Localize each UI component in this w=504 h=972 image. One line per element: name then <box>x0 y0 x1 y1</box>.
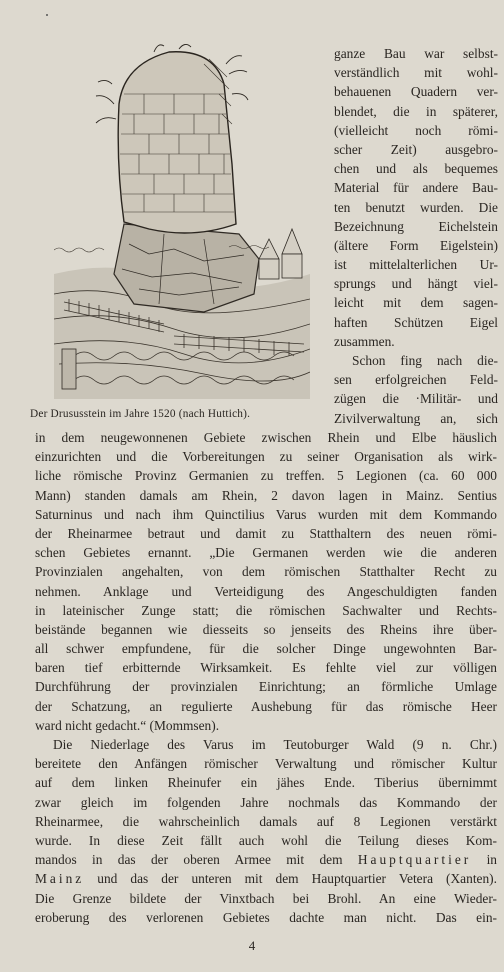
text-run: mandos in das der oberen Armee mit dem <box>35 852 358 868</box>
text-line-spaced <box>35 850 497 869</box>
text-line: schen Gebietes ernannt. „Die Germanen werden wie die anderen <box>35 545 497 561</box>
text-line: der Schatzung, an regulierte Aushebung für das römische Heer <box>35 698 497 714</box>
spaced-word: Mainz <box>35 871 85 887</box>
text-line: bereitete den Anfängen römischer Verwaltung und römischer Kultur <box>35 756 497 772</box>
text-line: Durchführung der provinzialen Einrichtung; an förmliche Umlage <box>35 679 497 695</box>
text-run: und das der unteren mit dem Hauptquartier Vetera (Xanten). <box>84 871 497 887</box>
text-line: auf dem linken Rheinufer ein jähes Ende. Tiberius übernimmt <box>35 775 497 791</box>
text-line: zusammen. <box>334 333 395 349</box>
text-line: beistände begannen wie diesseits so jenseits des Rheins ihre über- <box>35 621 497 637</box>
text-line: (ältere Form Eigelstein) <box>334 237 498 253</box>
text-line: Provinzialen angehalten, von dem römischen Statthalter Recht zu <box>35 564 497 580</box>
text-line: blendet, die in späterer, <box>334 103 498 119</box>
text-line: leicht mit dem sagen- <box>334 295 498 311</box>
text-line: chen und als bequemes <box>334 161 498 177</box>
text-line: verständlich mit wohl- <box>334 65 498 81</box>
text-line: wurde. In diese Zeit fällt auch wohl die Teilung dieses Kom- <box>35 832 497 848</box>
text-line: all schwer empfundene, für die solcher Dinge ungewohnten Bar- <box>35 641 497 657</box>
text-line: Zivilverwaltung an, sich <box>334 410 498 426</box>
side-column-text <box>334 44 498 428</box>
text-line: ganze Bau war selbst- <box>334 46 498 61</box>
text-line: Saturninus und nach ihm Quinctilius Varus wurden mit dem Kommando <box>35 506 497 522</box>
text-line: einzurichten und die Vorbereitungen zu seiner Organisation als wirk- <box>35 449 497 465</box>
page-number: 4 <box>248 938 256 953</box>
text-line-spaced <box>35 869 497 888</box>
text-line: ist mittelalterlichen Ur- <box>334 257 498 273</box>
text-line: ten benutzt wurden. Die <box>334 199 498 215</box>
text-line: Bezeichnung Eichelstein <box>334 218 498 234</box>
text-line: Material für andere Bau- <box>334 180 498 196</box>
text-line: zügen die ·Militär- und <box>334 391 498 407</box>
text-line: Die Niederlage des Varus im Teutoburger Wald (9 n. Chr.) <box>53 737 497 752</box>
text-line: haften Schützen Eigel <box>334 314 498 330</box>
text-line: in dem neugewonnenen Gebiete zwischen Rhein und Elbe häuslich <box>35 430 497 445</box>
text-line: liche römische Provinz Germanien zu treffen. 5 Legionen (ca. 60 000 <box>35 468 497 484</box>
text-line: nehmen. Anklage und Verteidigung des Angeschuldigten fanden <box>35 583 497 599</box>
text-line: der Rheinarmee betraut und damit zu Statthaltern des neuen römi- <box>35 525 497 541</box>
text-line: Die Grenze bildete der Vinxtbach bei Brohl. An eine Wieder- <box>35 890 497 906</box>
text-line: Schon fing nach die- <box>352 353 498 368</box>
text-line: zwar gleich im folgenden Jahre nochmals das Kommando der <box>35 794 497 810</box>
text-line: baren tief erbitternde Wirksamkeit. Es fehlte viel zur völligen <box>35 660 497 676</box>
text-line: (vielleicht noch römi- <box>334 122 498 138</box>
drususstein-engraving <box>54 44 310 399</box>
text-line: Mann) standen damals am Rhein, 2 davon lagen in Mainz. Sentius <box>35 487 497 503</box>
text-run: in <box>471 852 497 868</box>
figure-caption: Der Drususstein im Jahre 1520 (nach Huttich). <box>30 408 251 420</box>
text-line: sprungs und hängt viel- <box>334 276 498 292</box>
text-line: ward nicht gedacht.“ (Mommsen). <box>35 717 220 733</box>
text-line: sen erfolgreichen Feld- <box>334 372 498 388</box>
spaced-word: Hauptquartier <box>357 852 472 868</box>
speck <box>46 14 48 16</box>
drususstein-illustration <box>30 40 334 435</box>
text-line: eroberung des verlorenen Gebietes dachte man nicht. Das ein- <box>35 909 497 925</box>
text-line: in lateinischer Zunge statt; die römischen Sachwalter und Rechts- <box>35 602 497 618</box>
main-body-text <box>35 428 497 927</box>
text-line: scher Zeit) ausgebro- <box>334 141 498 157</box>
text-line: Rheinarmee, die wahrscheinlich damals auf 8 Legionen verstärkt <box>35 813 497 829</box>
text-line: behauenen Quadern ver- <box>334 84 498 100</box>
